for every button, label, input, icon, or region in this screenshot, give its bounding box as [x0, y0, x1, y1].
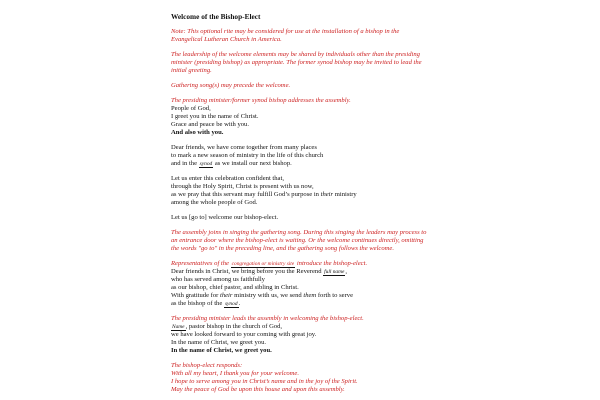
document-title: Welcome of the Bishop-Elect — [171, 12, 261, 21]
text-segment: . — [238, 300, 241, 307]
fill-in-blank: full name — [324, 269, 345, 275]
text-line — [171, 214, 600, 222]
text-segment: as the bishop of the — [171, 300, 224, 307]
text-segment: The presiding minister leads the assembly in welcoming the bishop-elect. — [171, 315, 364, 322]
text-line — [171, 105, 600, 113]
text-segment: , — [345, 268, 348, 275]
text-segment: forth to serve — [316, 292, 353, 299]
text-line — [171, 292, 600, 300]
text-segment: their — [220, 292, 233, 299]
text-segment: Let us [go to] welcome our bishop-elect. — [171, 214, 279, 221]
text-segment: ministry with us, we send — [232, 292, 304, 299]
text-line — [171, 378, 600, 386]
fill-in-blank: congregation or ministry site — [231, 261, 295, 267]
text-line — [171, 183, 600, 191]
text-segment: And also with you. — [171, 129, 224, 136]
text-line — [171, 121, 600, 129]
text-line — [171, 82, 600, 90]
text-segment: Representatives of the — [171, 260, 231, 267]
text-line — [171, 370, 600, 378]
text-segment: as our bishop, chief pastor, and sibling in Christ. — [171, 284, 299, 291]
text-segment: ministry — [333, 191, 357, 198]
text-line — [171, 237, 600, 245]
text-line — [171, 315, 600, 323]
text-segment: an entrance door where the bishop-elect is waiting. Or the welcome continues directly, omitting — [171, 237, 424, 244]
text-segment: their — [320, 191, 334, 198]
rubric-paragraph — [171, 51, 600, 75]
text-segment: to mark a new season of ministry in the life of this church — [171, 152, 324, 159]
text-paragraph — [171, 260, 600, 308]
text-segment: the words "go to" in the preceding line, and the gathering song follows the welcome. — [171, 245, 394, 252]
text-paragraph — [171, 315, 600, 355]
text-segment: as we pray that this servant may fulfill God’s purpose in — [171, 191, 321, 198]
text-line — [171, 28, 600, 36]
text-line — [171, 67, 600, 75]
text-line — [171, 175, 600, 183]
text-line — [171, 347, 600, 355]
text-line — [171, 59, 600, 67]
text-line — [171, 129, 600, 137]
text-line — [171, 245, 600, 253]
text-line — [171, 199, 600, 207]
rubric-paragraph — [171, 229, 600, 253]
text-line — [171, 268, 600, 276]
text-line — [171, 362, 600, 370]
text-segment: I hope to serve among you in Christ’s name and in the joy of the Spirit. — [171, 378, 358, 385]
text-segment: Dear friends, we have come together from many places — [171, 144, 317, 151]
text-segment: People of God, — [171, 105, 211, 112]
fill-in-blank: synod — [224, 301, 238, 307]
text-segment: May the peace of God be upon this house and upon this assembly. — [171, 386, 345, 393]
text-paragraph — [171, 214, 600, 222]
text-line — [171, 36, 600, 44]
rubric-paragraph — [171, 82, 600, 90]
text-segment: I greet you in the name of Christ. — [171, 113, 259, 120]
text-segment: Gathering song(s) may precede the welcome. — [171, 82, 291, 89]
text-line — [171, 276, 600, 284]
rubric-paragraph — [171, 28, 600, 44]
text-segment: among the whole people of God. — [171, 199, 258, 206]
text-line — [171, 113, 600, 121]
text-segment: them — [303, 292, 317, 299]
text-line — [171, 144, 600, 152]
text-segment: The leadership of the welcome elements may be shared by individuals other than the presiding — [171, 51, 420, 58]
text-line — [171, 160, 600, 168]
document-body — [171, 28, 600, 394]
text-segment: we have looked forward to your coming with great joy. — [171, 331, 317, 338]
text-line — [171, 386, 600, 394]
text-paragraph — [171, 97, 600, 137]
text-segment: Dear friends in Christ, we bring before you the Reverend — [171, 268, 324, 275]
text-segment: introduce the bishop-elect. — [295, 260, 368, 267]
text-segment: , pastor bishop in the church of God, — [185, 323, 283, 330]
text-segment: as we install our next bishop. — [213, 160, 292, 167]
text-segment: through the Holy Spirit, Christ is present with us now, — [171, 183, 314, 190]
text-segment: and in the — [171, 160, 199, 167]
text-segment: In the name of Christ, we greet you. — [171, 339, 267, 346]
text-segment: Evangelical Lutheran Church in America. — [171, 36, 282, 43]
text-segment: The bishop-elect responds: — [171, 362, 243, 369]
text-line — [171, 51, 600, 59]
text-segment: Note: This optional rite may be considered for use at the installation of a bishop in the — [171, 28, 400, 35]
text-line — [171, 152, 600, 160]
text-segment: In the name of Christ, we greet you. — [171, 347, 272, 354]
text-line — [171, 331, 600, 339]
text-paragraph — [171, 175, 600, 207]
rubric-paragraph — [171, 362, 600, 394]
text-segment: minister (presiding bishop) as appropriate. The former synod bishop may be invited to lead the — [171, 59, 422, 66]
text-line — [171, 260, 600, 268]
text-segment: The presiding minister/former synod bishop addresses the assembly. — [171, 97, 351, 104]
text-line — [171, 339, 600, 347]
text-line — [171, 97, 600, 105]
text-segment: The assembly joins in singing the gathering song. During this singing the leaders may process to — [171, 229, 427, 236]
text-segment: Grace and peace be with you. — [171, 121, 249, 128]
text-line — [171, 229, 600, 237]
text-segment: With all my heart, I thank you for your welcome. — [171, 370, 300, 377]
fill-in-blank: synod — [199, 161, 213, 167]
fill-in-blank: Name — [172, 324, 185, 330]
text-line — [171, 300, 600, 308]
text-line — [171, 191, 600, 199]
text-segment: who has served among us faithfully — [171, 276, 265, 283]
text-segment: With gratitude for — [171, 292, 220, 299]
text-line — [171, 284, 600, 292]
text-line — [171, 323, 600, 331]
text-segment: Let us enter this celebration confident that, — [171, 175, 284, 182]
text-segment: initial greeting. — [171, 67, 212, 74]
text-paragraph — [171, 144, 600, 168]
